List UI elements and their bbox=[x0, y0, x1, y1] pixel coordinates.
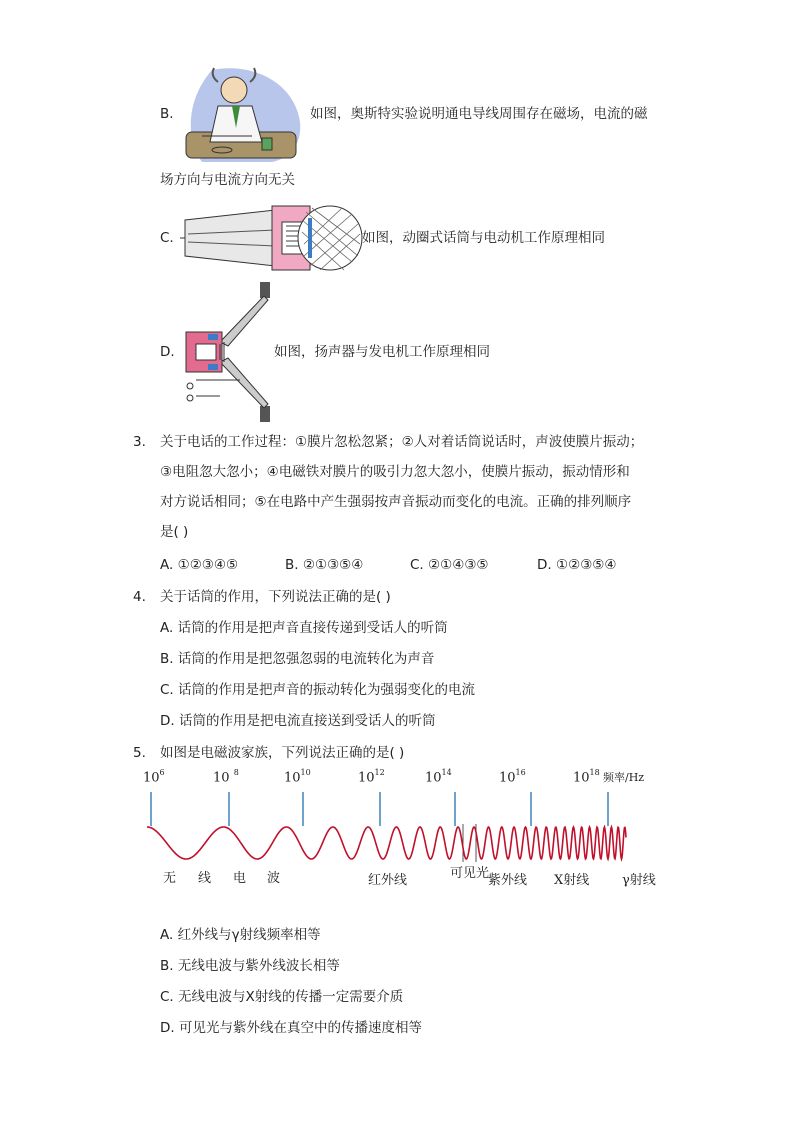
q5-option-c-label: C. bbox=[160, 989, 174, 1005]
freq-unit-label: 频率/Hz bbox=[603, 771, 645, 784]
freq-label-1e6: $10^6$ bbox=[143, 768, 165, 786]
band-xray: X射线 bbox=[554, 873, 590, 888]
question-3-line-3: 对方说话相同；⑤在电路中产生强弱按声音振动而变化的电流。正确的排列顺序 bbox=[160, 494, 632, 510]
freq-label-1e14: $10^{14}$ bbox=[425, 768, 452, 786]
q4-option-b-label: B. bbox=[160, 651, 174, 667]
freq-label-1e8: 10 $^8$ bbox=[213, 768, 239, 786]
q5-option-c[interactable] bbox=[160, 987, 403, 1007]
q3-option-c-text: ②①④③⑤ bbox=[428, 557, 489, 573]
q4-option-d-text: 话筒的作用是把电流直接送到受话人的听筒 bbox=[178, 713, 436, 729]
freq-label-1e16: $10^{16}$ bbox=[499, 768, 526, 786]
option-c-label: C. bbox=[160, 230, 174, 246]
freq-label-1e10: $10^{10}$ bbox=[284, 768, 311, 786]
q3-option-d-text: ①②③⑤④ bbox=[555, 557, 617, 573]
freq-label-1e18: $10^{18}$ bbox=[573, 768, 600, 786]
q5-option-d-label: D. bbox=[160, 1020, 175, 1036]
q3-option-a-text: ①②③④⑤ bbox=[177, 557, 239, 573]
option-b-text: 如图，奥斯特实验说明通电导线周围存在磁场，电流的磁 bbox=[310, 106, 648, 122]
question-3-line-2: ③电阻忽大忽小；④电磁铁对膜片的吸引力忽大忽小，使膜片振动，振动情形和 bbox=[160, 464, 630, 480]
q3-option-d-label: D. bbox=[537, 557, 552, 573]
band-ultraviolet: 紫外线 bbox=[488, 873, 528, 888]
q4-option-c-label: C. bbox=[160, 682, 174, 698]
option-d-text: 如图，扬声器与发电机工作原理相同 bbox=[274, 344, 490, 360]
question-4-number: 4. bbox=[133, 589, 146, 605]
band-radio-1: 无 bbox=[163, 871, 177, 886]
option-b-text-continued: 场方向与电流方向无关 bbox=[160, 172, 295, 188]
question-3-line-1: 关于电话的工作过程：①膜片忽松忽紧；②人对着话筒说话时，声波使膜片振动； bbox=[160, 434, 644, 450]
q5-option-d-text: 可见光与紫外线在真空中的传播速度相等 bbox=[178, 1020, 422, 1036]
q5-option-b-label: B. bbox=[160, 958, 174, 974]
band-visible: 可见光 bbox=[450, 866, 490, 881]
band-radio-4: 波 bbox=[267, 871, 281, 886]
q5-option-a[interactable] bbox=[160, 925, 321, 945]
q5-option-a-label: A. bbox=[160, 927, 174, 943]
q5-option-d[interactable] bbox=[160, 1018, 422, 1038]
freq-label-1e12: $10^{12}$ bbox=[358, 768, 385, 786]
frequency-ticks bbox=[151, 792, 608, 826]
option-c-text: 如图，动圈式话筒与电动机工作原理相同 bbox=[362, 230, 605, 246]
band-gamma: γ射线 bbox=[622, 873, 656, 888]
q5-option-a-text: 红外线与γ射线频率相等 bbox=[177, 927, 321, 943]
question-4-stem: 关于话筒的作用，下列说法正确的是( ) bbox=[160, 589, 391, 605]
q3-option-c-label: C. bbox=[410, 557, 424, 573]
band-radio-2: 线 bbox=[198, 871, 212, 886]
q4-option-d-label: D. bbox=[160, 713, 175, 729]
question-5-number: 5. bbox=[133, 745, 146, 761]
question-3-line-4: 是( ) bbox=[160, 524, 189, 540]
q5-option-c-text: 无线电波与X射线的传播一定需要介质 bbox=[178, 989, 404, 1005]
q5-option-b[interactable] bbox=[160, 956, 340, 976]
question-5-stem: 如图是电磁波家族，下列说法正确的是( ) bbox=[160, 745, 405, 761]
q4-option-c-text: 话筒的作用是把声音的振动转化为强弱变化的电流 bbox=[178, 682, 476, 698]
q4-option-a-text: 话筒的作用是把声音直接传递到受话人的听筒 bbox=[177, 620, 448, 636]
q4-option-b-text: 话筒的作用是把忽强忽弱的电流转化为声音 bbox=[177, 651, 435, 667]
em-wave bbox=[147, 827, 626, 859]
question-3-number: 3. bbox=[133, 434, 146, 450]
q5-option-b-text: 无线电波与紫外线波长相等 bbox=[177, 958, 340, 974]
q3-option-b-label: B. bbox=[285, 557, 299, 573]
band-infrared: 红外线 bbox=[368, 873, 408, 888]
q3-option-a-label: A. bbox=[160, 557, 174, 573]
q3-option-b-text: ②①③⑤④ bbox=[302, 557, 364, 573]
option-d-label: D. bbox=[160, 344, 175, 360]
option-b-label: B. bbox=[160, 106, 174, 122]
q4-option-a-label: A. bbox=[160, 620, 174, 636]
band-radio-3: 电 bbox=[233, 871, 247, 886]
